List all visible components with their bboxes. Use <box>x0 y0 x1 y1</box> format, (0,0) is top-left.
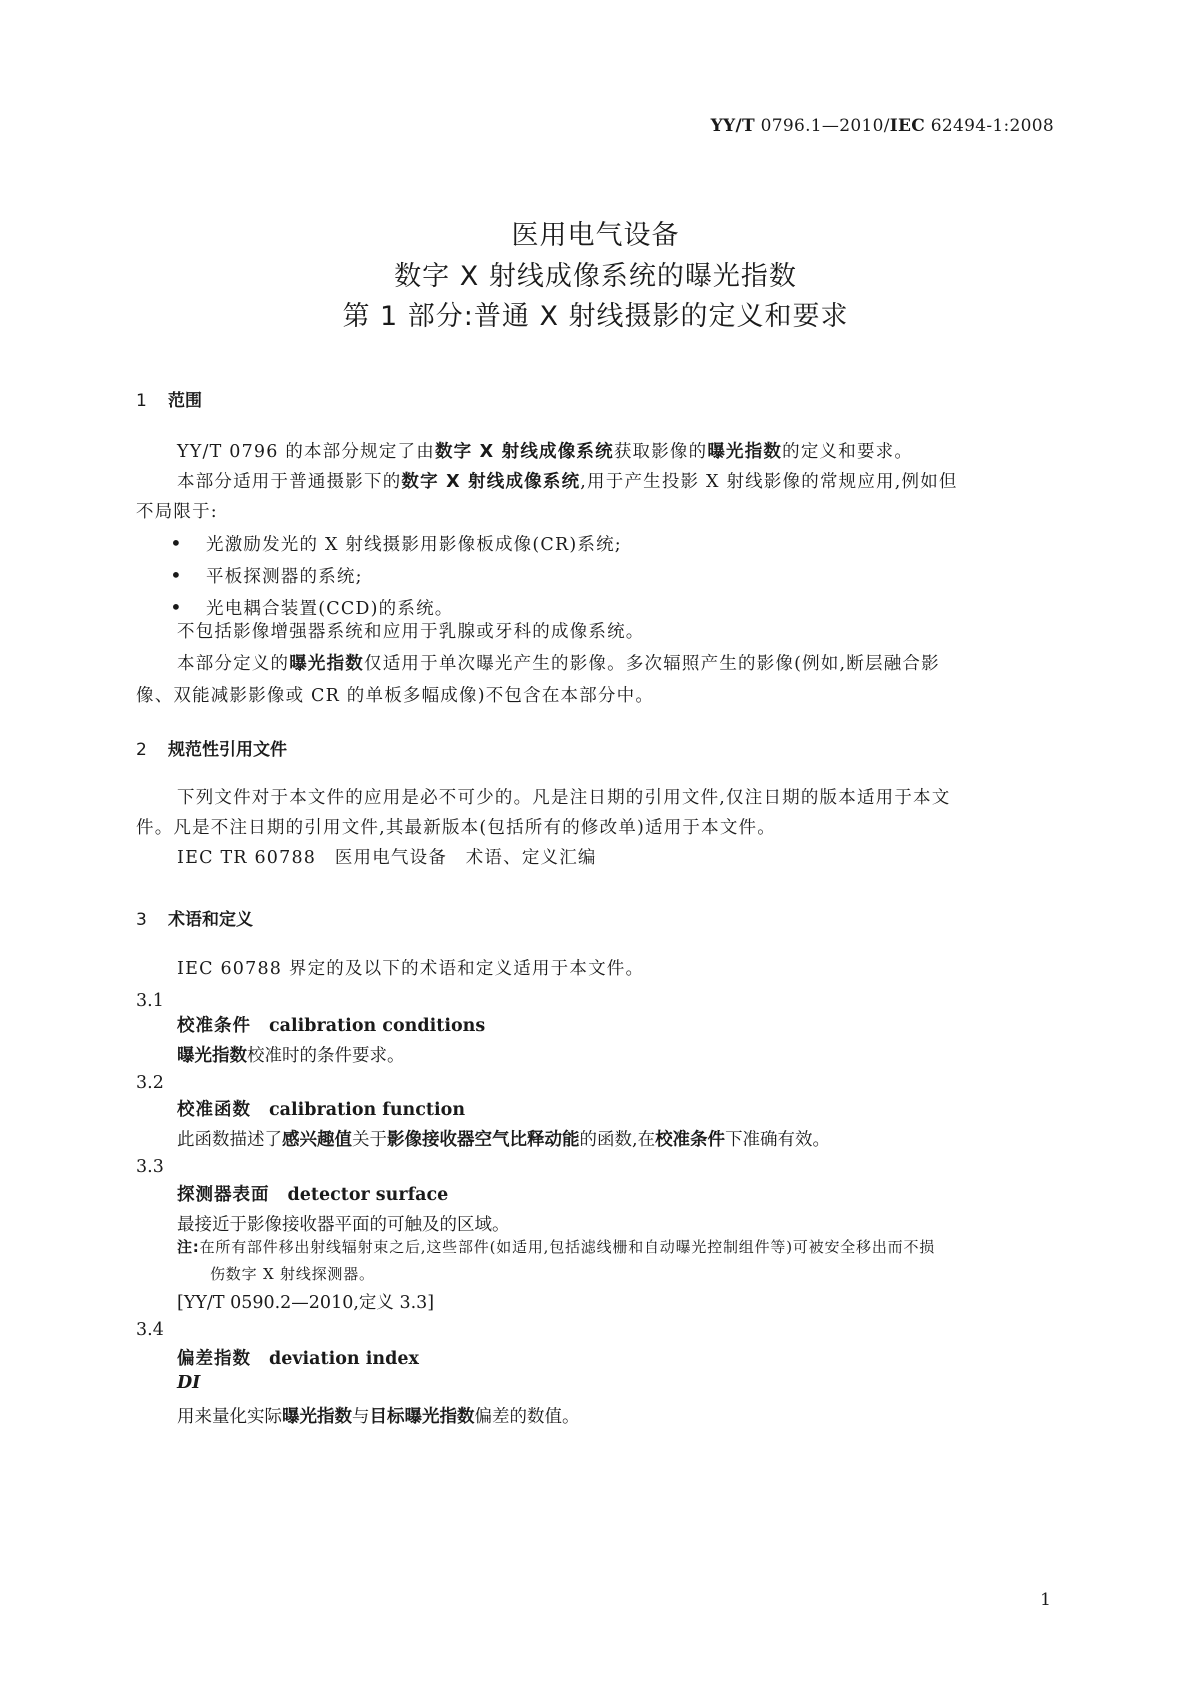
term-definition: 此函数描述了感兴趣值关于影像接收器空气比释动能的函数,在校准条件下准确有效。 <box>177 1130 831 1150</box>
scope-paragraph-3: 不包括影像增强器系统和应用于乳腺或牙科的成像系统。 <box>177 622 645 642</box>
scope-paragraph-2: 本部分适用于普通摄影下的数字 X 射线成像系统,用于产生投影 X 射线影像的常规应用,例如但 <box>177 472 958 492</box>
title-line-3: 第 1 部分:普通 X 射线摄影的定义和要求 <box>342 301 849 332</box>
term-number: 3.4 <box>136 1320 164 1340</box>
term-definition: 最接近于影像接收器平面的可触及的区域。 <box>177 1215 510 1235</box>
list-item: • 光电耦合装置(CCD)的系统。 <box>170 595 454 619</box>
title-line-2: 数字 X 射线成像系统的曝光指数 <box>394 261 797 292</box>
terms-intro: IEC 60788 界定的及以下的术语和定义适用于本文件。 <box>177 959 645 979</box>
term-definition: 曝光指数校准时的条件要求。 <box>177 1046 405 1066</box>
scope-paragraph-2-cont: 不局限于: <box>136 502 218 522</box>
term-number: 3.1 <box>136 991 164 1011</box>
note-cont: 伤数字 X 射线探测器。 <box>210 1265 375 1283</box>
term-heading: 探测器表面 detector surface <box>177 1185 449 1205</box>
scope-paragraph-1: YY/T 0796 的本部分规定了由数字 X 射线成像系统获取影像的曝光指数的定义和要求。 <box>177 442 914 462</box>
scope-paragraph-4: 本部分定义的曝光指数仅适用于单次曝光产生的影像。多次辐照产生的影像(例如,断层融合影 <box>177 654 940 674</box>
title-line-1: 医用电气设备 <box>511 220 680 251</box>
list-item: • 平板探测器的系统; <box>170 563 363 587</box>
page-number: 1 <box>1040 1590 1051 1610</box>
reference-entry: IEC TR 60788 医用电气设备 术语、定义汇编 <box>177 848 597 868</box>
note: 注:在所有部件移出射线辐射束之后,这些部件(如适用,包括滤线栅和自动曝光控制组件等)可被安全移出而不损 <box>177 1238 936 1256</box>
scope-paragraph-4-cont: 像、双能减影影像或 CR 的单板多幅成像)不包含在本部分中。 <box>136 686 655 706</box>
term-abbreviation: DI <box>177 1373 201 1393</box>
term-heading: 校准函数 calibration function <box>177 1100 466 1120</box>
term-source: [YY/T 0590.2—2010,定义 3.3] <box>177 1293 435 1313</box>
term-heading: 校准条件 calibration conditions <box>177 1016 486 1036</box>
section-3-heading: 3 术语和定义 <box>136 910 253 930</box>
normative-paragraph-cont: 件。凡是不注日期的引用文件,其最新版本(包括所有的修改单)适用于本文件。 <box>136 818 776 838</box>
term-heading: 偏差指数 deviation index <box>177 1349 419 1369</box>
section-1-heading: 1 范围 <box>136 391 202 411</box>
standard-code: YY/T 0796.1—2010/IEC 62494-1:2008 <box>710 116 1054 136</box>
normative-paragraph: 下列文件对于本文件的应用是必不可少的。凡是注日期的引用文件,仅注日期的版本适用于本文 <box>177 788 951 808</box>
section-2-heading: 2 规范性引用文件 <box>136 740 287 760</box>
list-item: • 光激励发光的 X 射线摄影用影像板成像(CR)系统; <box>170 531 622 555</box>
term-number: 3.2 <box>136 1073 164 1093</box>
term-number: 3.3 <box>136 1157 164 1177</box>
term-definition: 用来量化实际曝光指数与目标曝光指数偏差的数值。 <box>177 1407 580 1427</box>
